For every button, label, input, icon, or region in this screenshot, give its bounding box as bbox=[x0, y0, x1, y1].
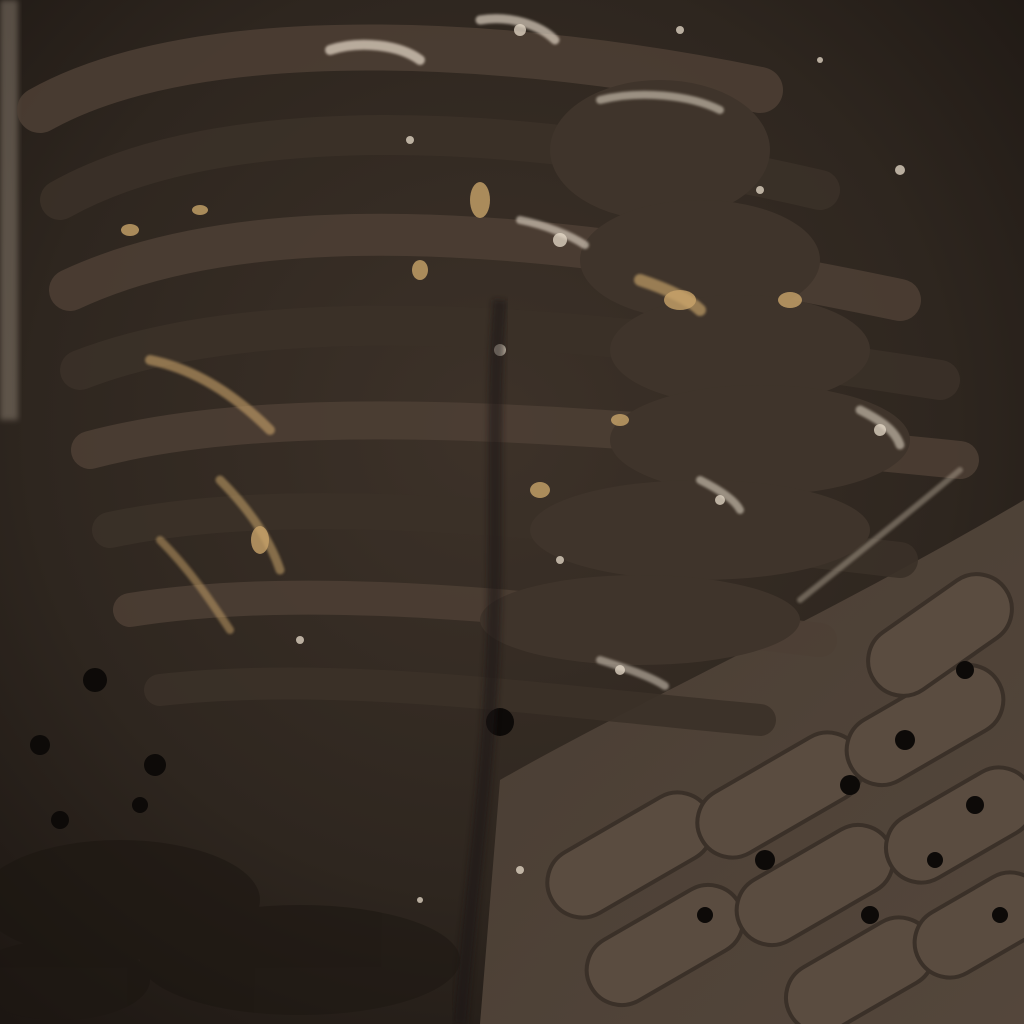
speck-15 bbox=[817, 57, 823, 63]
speck-10 bbox=[296, 636, 304, 644]
pore-5 bbox=[132, 797, 148, 813]
pore-12 bbox=[927, 852, 943, 868]
pore-11 bbox=[966, 796, 984, 814]
speck-5 bbox=[874, 424, 886, 436]
fleck-4 bbox=[530, 482, 550, 498]
pore-9 bbox=[895, 730, 915, 750]
bump-5 bbox=[530, 480, 870, 580]
speck-12 bbox=[417, 897, 423, 903]
pore-14 bbox=[697, 907, 713, 923]
pore-7 bbox=[755, 850, 775, 870]
bump-6 bbox=[480, 575, 800, 665]
fleck-3 bbox=[778, 292, 802, 308]
mottle-2 bbox=[140, 905, 460, 1015]
speck-1 bbox=[514, 24, 526, 36]
left-edge-strip bbox=[0, 0, 18, 420]
fleck-9 bbox=[192, 205, 208, 215]
fleck-8 bbox=[121, 224, 139, 236]
speck-7 bbox=[406, 136, 414, 144]
fleck-6 bbox=[412, 260, 428, 280]
fleck-7 bbox=[611, 414, 629, 426]
speck-8 bbox=[756, 186, 764, 194]
pore-3 bbox=[144, 754, 166, 776]
bump-1 bbox=[550, 80, 770, 220]
speck-14 bbox=[676, 26, 684, 34]
pore-8 bbox=[840, 775, 860, 795]
speck-9 bbox=[895, 165, 905, 175]
pore-10 bbox=[956, 661, 974, 679]
speck-2 bbox=[553, 233, 567, 247]
speck-4 bbox=[715, 495, 725, 505]
speck-11 bbox=[516, 866, 524, 874]
speck-6 bbox=[615, 665, 625, 675]
speck-13 bbox=[556, 556, 564, 564]
fleck-5 bbox=[251, 526, 269, 554]
pore-13 bbox=[861, 906, 879, 924]
pore-1 bbox=[83, 668, 107, 692]
pore-15 bbox=[992, 907, 1008, 923]
pore-2 bbox=[30, 735, 50, 755]
fleck-1 bbox=[470, 182, 490, 218]
fleck-2 bbox=[664, 290, 696, 310]
bump-4 bbox=[610, 385, 910, 495]
pore-4 bbox=[51, 811, 69, 829]
